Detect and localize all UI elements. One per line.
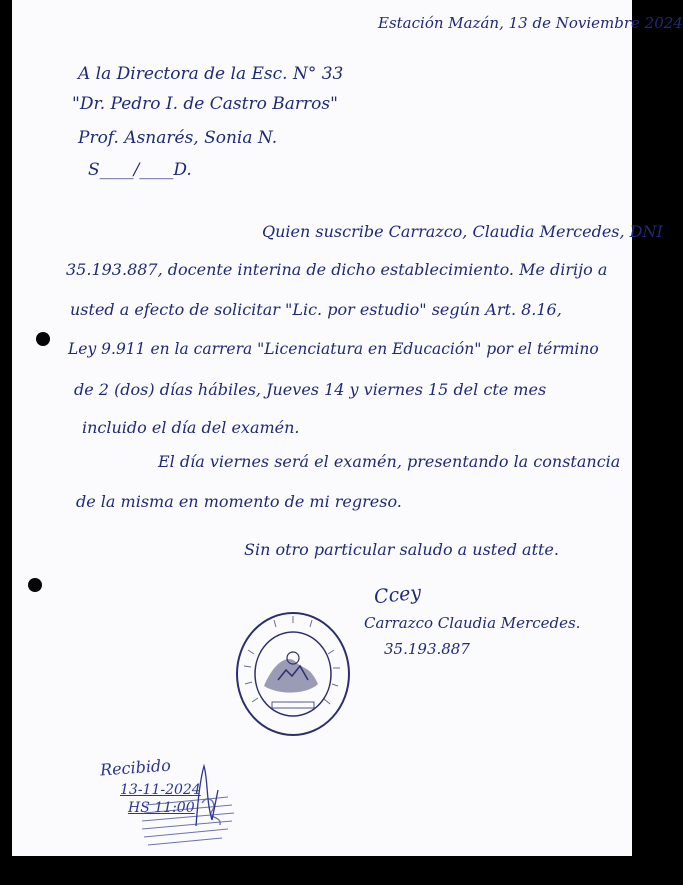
signature-dni: 35.193.887 [384, 640, 470, 658]
body-line-8: de la misma en momento de mi regreso. [76, 492, 402, 511]
received-date: 13-11-2024 [120, 782, 201, 798]
signature-name: Carrazco Claudia Mercedes. [364, 614, 581, 632]
body-line-3: usted a efecto de solicitar "Lic. por estudio" según Art. 8.16, [70, 300, 562, 319]
received-scribble [190, 760, 220, 830]
body-line-6: incluido el día del examén. [82, 418, 300, 437]
body-line-5: de 2 (dos) días hábiles, Jueves 14 y viernes 15 del cte mes [74, 380, 547, 399]
place-date: Estación Mazán, 13 de Noviembre 2024 [378, 14, 683, 32]
received-label: Recibido [99, 755, 172, 780]
closing-line: Sin otro particular saludo a usted atte. [244, 540, 559, 559]
body-line-1 [262, 222, 663, 241]
body-line-4: Ley 9.911 en la carrera "Licenciatura en Educación" por el término [68, 340, 599, 358]
school-seal-image [234, 610, 352, 738]
body-line-7: El día viernes será el examén, presentando la constancia [158, 452, 621, 471]
recipient-line-4: S____/____D. [88, 160, 192, 180]
letter-paper [12, 0, 683, 856]
signature-mark: Ccey [372, 581, 423, 609]
body-line-1-text: Quien suscribe Carrazco, Claudia Mercedes, DNI [262, 222, 663, 241]
punch-hole-bottom [28, 578, 42, 592]
received-time: HS 11:00 [128, 800, 195, 816]
received-stamp-image [132, 795, 242, 855]
punch-hole-top [36, 332, 50, 346]
recipient-line-2: "Dr. Pedro I. de Castro Barros" [72, 94, 338, 114]
recipient-line-3: Prof. Asnarés, Sonia N. [78, 128, 278, 148]
recipient-line-1: A la Directora de la Esc. N° 33 [78, 64, 344, 84]
body-line-2: 35.193.887, docente interina de dicho establecimiento. Me dirijo a [66, 260, 608, 279]
